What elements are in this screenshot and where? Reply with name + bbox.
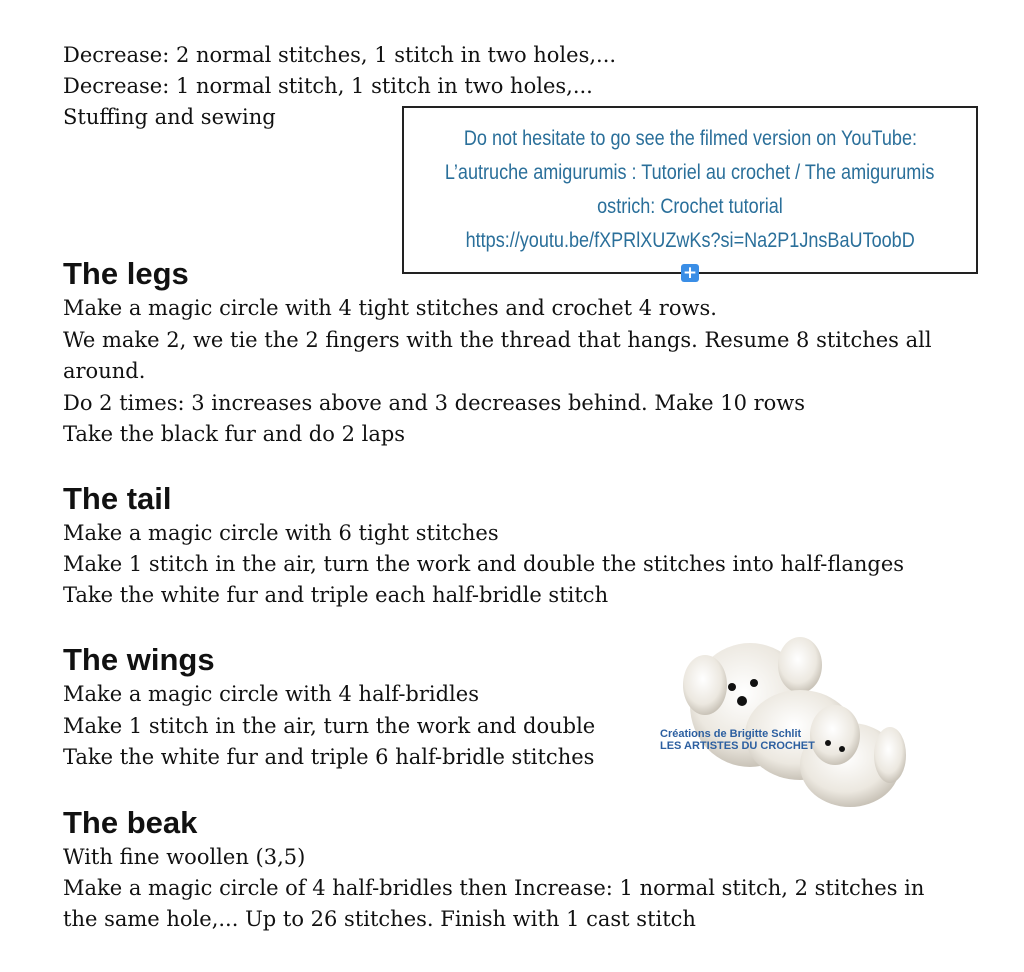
intro-line: Stuffing and sewing <box>63 105 276 129</box>
beak-line: the same hole,... Up to 26 stitches. Finish with 1 cast stitch <box>63 907 696 931</box>
tail-line: Make a magic circle with 6 tight stitches <box>63 521 499 545</box>
plush-nose <box>737 696 747 706</box>
intro-line: Decrease: 2 normal stitches, 1 stitch in two holes,... <box>63 43 617 67</box>
section-title-legs: The legs <box>63 256 189 291</box>
photo-watermark: Créations de Brigitte Schlit <box>660 728 802 740</box>
callout-line: Do not hesitate to go see the filmed version on YouTube: <box>463 127 917 150</box>
legs-line: Do 2 times: 3 increases above and 3 decreases behind. Make 10 rows <box>63 391 806 415</box>
small-plush-eye <box>825 740 831 746</box>
small-plush-eye <box>839 746 845 752</box>
expand-plus-icon[interactable]: + <box>682 263 698 283</box>
callout-link[interactable]: https://youtu.be/fXPRlXUZwKs?si=Na2P1JnsBaUToobD <box>465 229 915 252</box>
photo-watermark: LES ARTISTES DU CROCHET <box>660 740 815 752</box>
wings-line: Make 1 stitch in the air, turn the work and double <box>63 714 596 738</box>
section-title-wings: The wings <box>63 642 215 677</box>
tail-line: Take the white fur and triple each half-bridle stitch <box>63 583 609 607</box>
legs-line: We make 2, we tie the 2 fingers with the thread that hangs. Resume 8 stitches all <box>63 328 932 352</box>
plush-ear <box>683 655 727 715</box>
section-title-beak: The beak <box>63 805 198 840</box>
wings-line: Take the white fur and triple 6 half-bridle stitches <box>63 745 595 769</box>
youtube-callout-box <box>402 106 978 274</box>
callout-line: L’autruche amigurumis : Tutoriel au crochet / The amigurumis <box>445 161 935 184</box>
legs-line: Make a magic circle with 4 tight stitches and crochet 4 rows. <box>63 296 717 320</box>
small-plush-ear <box>874 727 906 783</box>
legs-line: around. <box>63 359 146 383</box>
beak-line: With fine woollen (3,5) <box>63 845 306 869</box>
intro-line: Decrease: 1 normal stitch, 1 stitch in two holes,... <box>63 74 593 98</box>
beak-line: Make a magic circle of 4 half-bridles then Increase: 1 normal stitch, 2 stitches in <box>63 876 925 900</box>
tail-line: Make 1 stitch in the air, turn the work and double the stitches into half-flanges <box>63 552 905 576</box>
legs-line: Take the black fur and do 2 laps <box>63 422 406 446</box>
crochet-figures-photo <box>650 625 925 830</box>
plush-eye <box>728 683 736 691</box>
small-plush-head <box>810 705 860 765</box>
plush-eye <box>750 679 758 687</box>
callout-line: ostrich: Crochet tutorial <box>597 195 783 218</box>
plush-ear <box>778 637 822 693</box>
section-title-tail: The tail <box>63 481 172 516</box>
wings-line: Make a magic circle with 4 half-bridles <box>63 682 479 706</box>
